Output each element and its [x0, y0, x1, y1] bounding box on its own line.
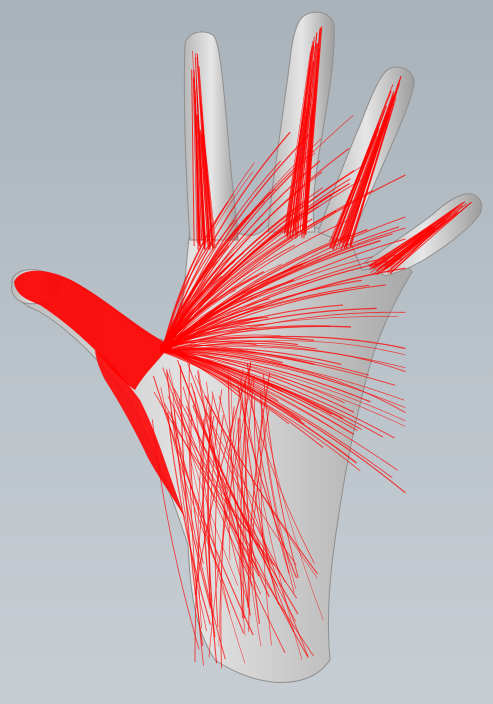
thumb-strand-cluster — [14, 271, 170, 390]
hand-mesh — [12, 12, 482, 682]
